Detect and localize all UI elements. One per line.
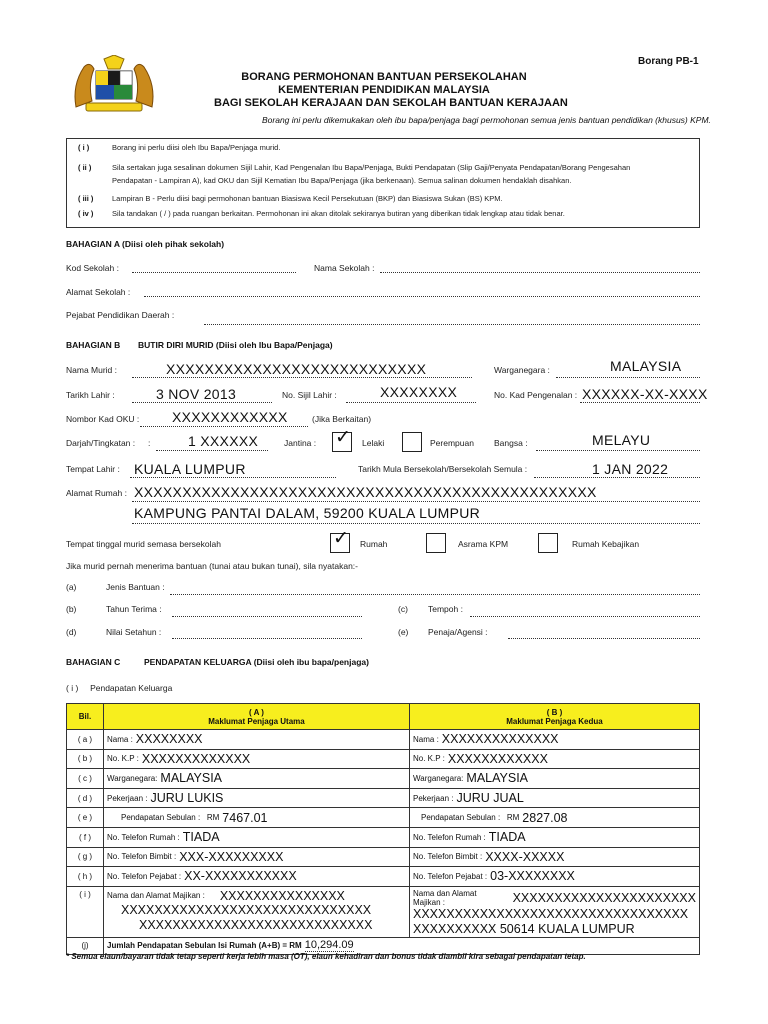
cell-value: XXXXXXXXXXXX <box>447 751 548 766</box>
employer-b-line-2: XXXXXXXXXXXXXXXXXXXXXXXXXXXXXXXXX <box>413 906 689 921</box>
sijil-lahir-line <box>346 402 476 403</box>
row-bil: ( g ) <box>67 847 104 867</box>
header-bil: Bil. <box>67 704 104 730</box>
row-bil: ( a ) <box>67 730 104 750</box>
cell-label: Nama dan Alamat Majikan : <box>413 888 477 907</box>
warganegara-line <box>556 377 700 378</box>
tahun-terima-field[interactable] <box>172 616 362 617</box>
cell-b[interactable] <box>410 808 700 828</box>
tarikh-lahir-label: Tarikh Lahir : <box>66 390 115 400</box>
alamat-rumah-label: Alamat Rumah : <box>66 488 127 498</box>
cell-label: Pendapatan Sebulan : RM <box>121 813 220 823</box>
note-2-text-cont: Pendapatan - Lampiran A), kad OKU dan Sijil Kematian Ibu Bapa/Penjaga (jika berkenaan). Semua salinan dokumen hendaklah disahkan. <box>112 176 572 185</box>
header-col-b <box>410 704 700 730</box>
kad-pengenalan-label: No. Kad Pengenalan : <box>494 390 578 400</box>
form-title-line-2: KEMENTERIAN PENDIDIKAN MALAYSIA <box>278 84 490 96</box>
pejabat-label: Pejabat Pendidikan Daerah : <box>66 310 175 320</box>
kad-pengenalan-line <box>580 402 700 403</box>
alamat-rumah-value-1[interactable]: XXXXXXXXXXXXXXXXXXXXXXXXXXXXXXXXXXXXXXXXXXXXXXXX <box>134 484 597 500</box>
note-1-num: ( i ) <box>78 143 90 152</box>
cell-b[interactable] <box>410 867 700 887</box>
perempuan-label: Perempuan <box>430 438 474 448</box>
tempat-lahir-line <box>130 477 336 478</box>
cell-b[interactable] <box>410 749 700 769</box>
table-row <box>67 827 700 847</box>
row-bil: (j) <box>67 937 104 954</box>
tempoh-field[interactable] <box>470 616 700 617</box>
tempat-tinggal-label: Tempat tinggal murid semasa bersekolah <box>66 539 221 549</box>
row-bil: ( e ) <box>67 808 104 828</box>
row-bil: ( c ) <box>67 769 104 789</box>
table-row <box>67 808 700 828</box>
darjah-colon: : <box>148 438 151 448</box>
tempoh-num: (c) <box>398 604 408 614</box>
cell-a[interactable] <box>104 827 410 847</box>
cell-value: MALAYSIA <box>160 771 223 786</box>
kod-sekolah-label: Kod Sekolah : <box>66 263 119 273</box>
penaja-field[interactable] <box>508 638 700 639</box>
nilai-setahun-field[interactable] <box>172 638 362 639</box>
cell-value: 7467.01 <box>222 810 268 825</box>
rumah-checkmark: ✓ <box>333 528 349 549</box>
employer-b-line-1: XXXXXXXXXXXXXXXXXXXXXX <box>512 890 696 905</box>
alamat-rumah-line-1 <box>132 501 700 502</box>
cell-b[interactable] <box>410 827 700 847</box>
table-row <box>67 867 700 887</box>
header-col-a-title: Maklumat Penjaga Utama <box>208 716 305 726</box>
oku-note: (Jika Berkaitan) <box>312 414 372 424</box>
cell-b[interactable] <box>410 847 700 867</box>
cell-value: 03-XXXXXXXX <box>490 869 575 884</box>
employer-a-line-1: XXXXXXXXXXXXXXX <box>219 888 345 903</box>
oku-label: Nombor Kad OKU : <box>66 414 140 424</box>
cell-value: XXXX-XXXXX <box>485 849 565 864</box>
sijil-lahir-label: No. Sijil Lahir : <box>282 390 337 400</box>
warganegara-value[interactable]: MALAYSIA <box>610 358 682 374</box>
alamat-rumah-line-2 <box>132 523 700 524</box>
asrama-checkbox[interactable] <box>426 533 446 553</box>
penaja-label: Penaja/Agensi : <box>428 627 488 637</box>
kad-pengenalan-value[interactable]: XXXXXX-XX-XXXX <box>582 386 708 402</box>
cell-label: Pekerjaan : <box>413 793 454 803</box>
row-bil: ( f ) <box>67 827 104 847</box>
cell-a[interactable] <box>104 808 410 828</box>
rumah-label: Rumah <box>360 539 388 549</box>
alamat-sekolah-label: Alamat Sekolah : <box>66 287 131 297</box>
row-bil: ( i ) <box>67 886 104 937</box>
form-code: Borang PB-1 <box>638 56 699 67</box>
darjah-label: Darjah/Tingkatan : <box>66 438 136 448</box>
cell-label: No. Telefon Bimbit : <box>413 852 483 862</box>
header-col-a <box>104 704 410 730</box>
cell-b[interactable] <box>410 730 700 750</box>
tarikh-mula-line <box>534 477 700 478</box>
cell-label: Pekerjaan : <box>107 793 148 803</box>
lelaki-label: Lelaki <box>362 438 385 448</box>
nama-sekolah-field[interactable] <box>380 272 700 273</box>
nama-murid-value[interactable]: XXXXXXXXXXXXXXXXXXXXXXXXXXX <box>166 361 427 377</box>
section-b-heading: BAHAGIAN B <box>66 340 121 350</box>
cell-label: No. K.P : <box>107 754 139 764</box>
cell-label: Warganegara: <box>107 773 158 783</box>
darjah-line <box>156 450 268 451</box>
tarikh-mula-value[interactable]: 1 JAN 2022 <box>592 461 669 477</box>
cell-label: No. K.P : <box>413 754 445 764</box>
jantina-label: Jantina : <box>284 438 317 448</box>
cell-label: No. Telefon Bimbit : <box>107 852 177 862</box>
cell-b[interactable] <box>410 769 700 789</box>
cell-value: TIADA <box>488 830 526 845</box>
tempat-lahir-value[interactable]: KUALA LUMPUR <box>134 461 246 477</box>
cell-label: Warganegara: <box>413 773 464 783</box>
tarikh-mula-label: Tarikh Mula Bersekolah/Bersekolah Semula : <box>358 464 528 474</box>
row-bil: ( d ) <box>67 788 104 808</box>
cell-a[interactable] <box>104 749 410 769</box>
cell-value: XXXXXXXX <box>135 732 203 747</box>
cell-value: JURU JUAL <box>456 791 524 806</box>
cell-a[interactable] <box>104 847 410 867</box>
cell-value: XXXXXXXXXXXXX <box>141 751 251 766</box>
bangsa-label: Bangsa : <box>494 438 528 448</box>
cell-label: No. Telefon Pejabat : <box>413 871 488 881</box>
cell-a[interactable] <box>104 769 410 789</box>
tempat-lahir-label: Tempat Lahir : <box>66 464 120 474</box>
jenis-bantuan-num: (a) <box>66 582 77 592</box>
note-2-num: ( ii ) <box>78 163 92 172</box>
tahun-terima-num: (b) <box>66 604 77 614</box>
table-row <box>67 788 700 808</box>
form-subtitle: Borang ini perlu dikemukakan oleh ibu bapa/penjaga bagi permohonan semua jenis bantuan pendidikan (khusus) KPM. <box>262 115 711 125</box>
nilai-setahun-num: (d) <box>66 627 77 637</box>
jenis-bantuan-label: Jenis Bantuan : <box>106 582 165 592</box>
employer-b-line-3: XXXXXXXXXX 50614 KUALA LUMPUR <box>413 921 635 936</box>
cell-a[interactable] <box>104 867 410 887</box>
note-3-num: ( iii ) <box>78 194 94 203</box>
penaja-num: (e) <box>398 627 409 637</box>
note-4-num: ( iv ) <box>78 209 94 218</box>
pendapatan-keluarga-label: ( i ) Pendapatan Keluarga <box>66 683 173 693</box>
perempuan-checkbox[interactable] <box>402 432 422 452</box>
tarikh-lahir-value[interactable]: 3 NOV 2013 <box>156 386 237 402</box>
bangsa-line <box>536 450 700 451</box>
nama-sekolah-label: Nama Sekolah : <box>314 263 375 273</box>
government-crest-icon <box>66 55 162 117</box>
nama-murid-label: Nama Murid : <box>66 365 118 375</box>
nilai-setahun-label: Nilai Setahun : <box>106 627 162 637</box>
note-2-text: Sila sertakan juga sesalinan dokumen Sijil Lahir, Kad Pengenalan Ibu Bapa/Penjaga, Bukti Pendapatan (Slip Gaji/Penyata Pendapatan/Borang Pengesahan <box>112 163 631 172</box>
kebajikan-label: Rumah Kebajikan <box>572 539 640 549</box>
cell-label: Nama dan Alamat Majikan : <box>107 891 205 901</box>
cell-value: TIADA <box>182 830 220 845</box>
income-table <box>66 703 700 955</box>
lelaki-checkmark: ✓ <box>335 427 351 448</box>
footnote: * Semua elaun/bayaran tidak tetap seperti kerja lebih masa (OT), elaun kehadiran dan bonus tidak diambil kira sebagai pendapatan tetap. <box>66 952 586 961</box>
header-col-b-title: Maklumat Penjaga Kedua <box>506 716 603 726</box>
asrama-label: Asrama KPM <box>458 539 509 549</box>
bantuan-question: Jika murid pernah menerima bantuan (tunai atau bukan tunai), sila nyatakan:- <box>66 561 359 571</box>
cell-label: No. Telefon Rumah : <box>107 832 180 842</box>
cell-a[interactable] <box>104 788 410 808</box>
cell-value: XXXXXXXXXXXXXX <box>441 732 559 747</box>
tarikh-lahir-line <box>132 402 272 403</box>
cell-label: Nama : <box>413 734 439 744</box>
section-b-subheading: BUTIR DIRI MURID (Diisi oleh Ibu Bapa/Penjaga) <box>138 340 333 350</box>
cell-label: No. Telefon Rumah : <box>413 832 486 842</box>
cell-label: Nama : <box>107 734 133 744</box>
total-label: Jumlah Pendapatan Sebulan Isi Rumah (A+B) = RM <box>107 941 302 951</box>
cell-b[interactable] <box>410 788 700 808</box>
header-col-b-code: ( B ) <box>546 707 563 717</box>
jenis-bantuan-field[interactable] <box>170 594 700 595</box>
table-row <box>67 730 700 750</box>
cell-value: XXX-XXXXXXXXX <box>179 849 284 864</box>
cell-value: 2827.08 <box>522 810 568 825</box>
note-3-text: Lampiran B - Perlu diisi bagi permohonan bantuan Biasiswa Kecil Persekutuan (BKP) dan Biasiswa Sukan (BS) KPM. <box>112 194 503 203</box>
row-bil: ( h ) <box>67 867 104 887</box>
table-row-employer <box>67 886 700 937</box>
section-c-heading: BAHAGIAN C <box>66 657 121 667</box>
warganegara-label: Warganegara : <box>494 365 550 375</box>
employer-a-line-2: XXXXXXXXXXXXXXXXXXXXXXXXXXXXXX <box>121 902 372 917</box>
tempoh-label: Tempoh : <box>428 604 463 614</box>
darjah-value[interactable]: 1 XXXXXX <box>188 433 259 449</box>
table-row <box>67 769 700 789</box>
employer-cell-b[interactable] <box>410 886 700 937</box>
kod-sekolah-field[interactable] <box>132 272 296 273</box>
form-title-line-1: BORANG PERMOHONAN BANTUAN PERSEKOLAHAN <box>241 71 527 83</box>
cell-label: No. Telefon Pejabat : <box>107 871 182 881</box>
form-title-line-3: BAGI SEKOLAH KERAJAAN DAN SEKOLAH BANTUAN KERAJAAN <box>214 97 568 109</box>
kebajikan-checkbox[interactable] <box>538 533 558 553</box>
table-row <box>67 749 700 769</box>
alamat-sekolah-field[interactable] <box>144 296 700 297</box>
cell-value: XX-XXXXXXXXXXX <box>184 869 297 884</box>
cell-value: MALAYSIA <box>466 771 529 786</box>
pejabat-field[interactable] <box>204 324 700 325</box>
total-value: 10,294.09 <box>304 939 354 952</box>
cell-a[interactable] <box>104 730 410 750</box>
bangsa-value[interactable]: MELAYU <box>592 432 651 448</box>
employer-a-line-3: XXXXXXXXXXXXXXXXXXXXXXXXXXXX <box>139 917 373 932</box>
oku-value[interactable]: XXXXXXXXXXXX <box>172 409 288 425</box>
section-a-heading: BAHAGIAN A (Diisi oleh pihak sekolah) <box>66 239 225 249</box>
row-bil: ( b ) <box>67 749 104 769</box>
table-header-row <box>67 704 700 730</box>
oku-line <box>140 426 308 427</box>
employer-cell-a[interactable] <box>104 886 410 937</box>
alamat-rumah-value-2[interactable]: KAMPUNG PANTAI DALAM, 59200 KUALA LUMPUR <box>134 505 481 521</box>
table-row <box>67 847 700 867</box>
cell-value: JURU LUKIS <box>150 791 224 806</box>
header-col-a-code: ( A ) <box>249 707 264 717</box>
nama-murid-line <box>132 377 472 378</box>
tahun-terima-label: Tahun Terima : <box>106 604 162 614</box>
sijil-lahir-value[interactable]: XXXXXXXX <box>380 384 458 400</box>
note-4-text: Sila tandakan ( / ) pada ruangan berkaitan. Permohonan ini akan ditolak sekiranya butiran yang diberikan tidak lengkap atau tidak benar. <box>112 209 565 218</box>
cell-label: Pendapatan Sebulan : RM <box>421 813 520 823</box>
note-1-text: Borang ini perlu diisi oleh Ibu Bapa/Penjaga murid. <box>112 143 281 152</box>
section-c-subheading: PENDAPATAN KELUARGA (Diisi oleh ibu bapa/penjaga) <box>144 657 369 667</box>
